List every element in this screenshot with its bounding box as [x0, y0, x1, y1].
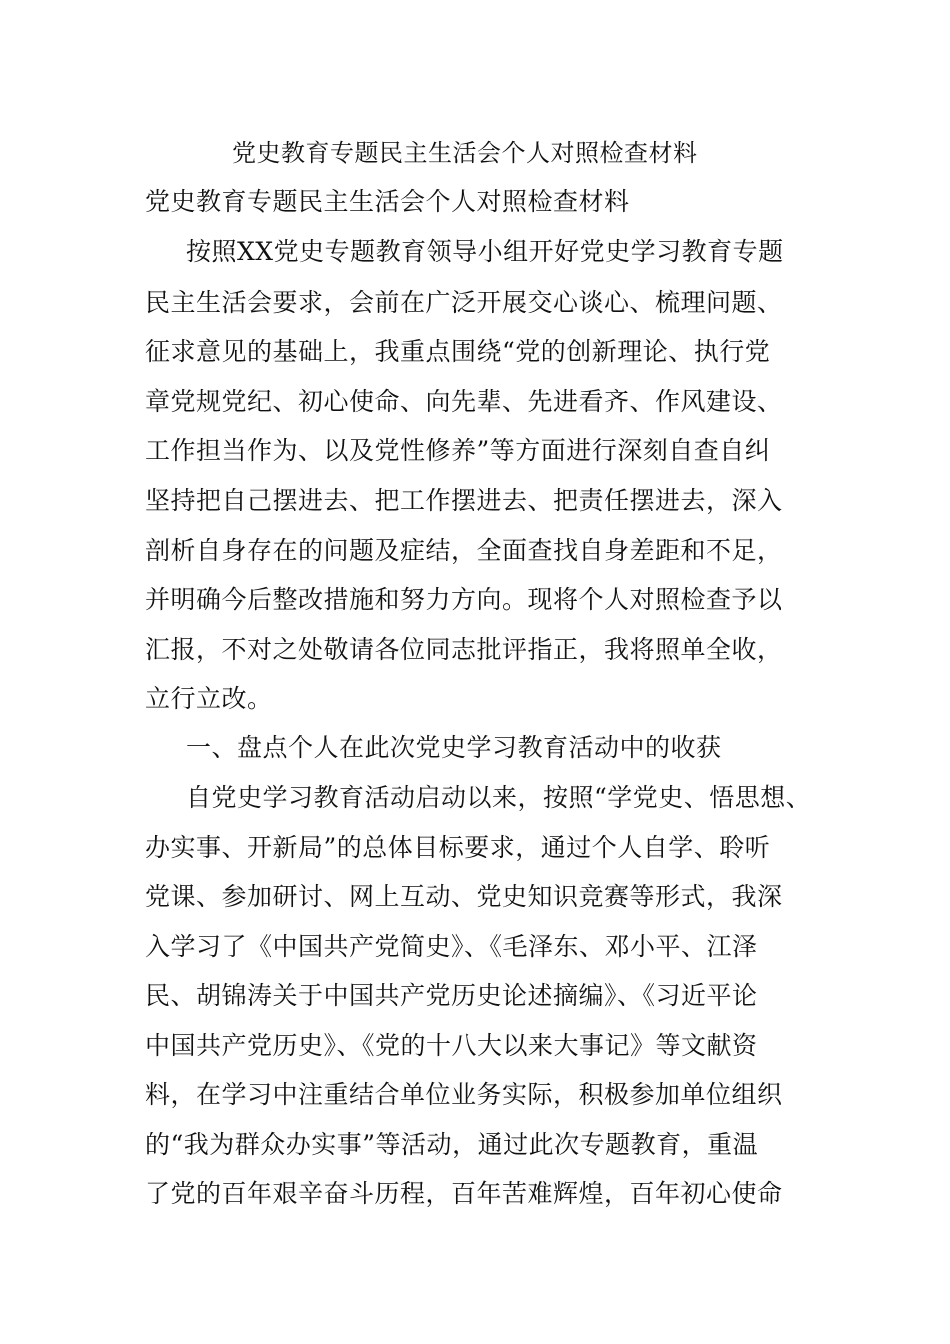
paragraph-line: 料，在学习中注重结合单位业务实际，积极参加单位组织 — [145, 1080, 783, 1109]
paragraph-line: 中国共产党历史》、《党的十八大以来大事记》等文献资 — [145, 1031, 758, 1060]
paragraph-line: 剖析自身存在的问题及症结，全面查找自身差距和不足， — [145, 536, 783, 565]
paragraph-line: 立行立改。 — [145, 684, 273, 713]
section-heading: 一、盘点个人在此次党史学习教育活动中的收获 — [186, 733, 722, 762]
document-subtitle: 党史教育专题民主生活会个人对照检查材料 — [145, 187, 630, 216]
paragraph-line: 党课、参加研讨、网上互动、党史知识竞赛等形式，我深 — [145, 882, 783, 911]
paragraph-line: 工作担当作为、以及党性修养”等方面进行深刻自查自纠 — [145, 436, 771, 465]
paragraph-line: 章党规党纪、初心使命、向先辈、先进看齐、作风建设、 — [145, 387, 783, 416]
paragraph-line: 入学习了《中国共产党简史》、《毛泽东、邓小平、江泽 — [145, 932, 758, 961]
paragraph-line: 自党史学习教育活动启动以来，按照“学党史、悟思想、 — [186, 783, 812, 812]
paragraph-line: 按照XX党史专题教育领导小组开好党史学习教育专题 — [186, 237, 784, 266]
paragraph-line: 民主生活会要求，会前在广泛开展交心谈心、梳理问题、 — [145, 288, 783, 317]
document-title: 党史教育专题民主生活会个人对照检查材料 — [232, 139, 698, 167]
paragraph-line: 坚持把自己摆进去、把工作摆进去、把责任摆进去，深入 — [145, 486, 783, 515]
paragraph-line: 汇报，不对之处敬请各位同志批评指正，我将照单全收， — [145, 635, 783, 664]
paragraph-line: 办实事、开新局”的总体目标要求，通过个人自学、聆听 — [145, 833, 771, 862]
paragraph-line: 并明确今后整改措施和努力方向。现将个人对照检查予以 — [145, 585, 783, 614]
paragraph-line: 征求意见的基础上，我重点围绕“党的创新理论、执行党 — [145, 337, 771, 366]
paragraph-line: 了党的百年艰辛奋斗历程，百年苦难辉煌，百年初心使命 — [145, 1179, 783, 1208]
paragraph-line: 的“我为群众办实事”等活动，通过此次专题教育，重温 — [145, 1130, 759, 1159]
paragraph-line: 民、胡锦涛关于中国共产党历史论述摘编》、《习近平论 — [145, 981, 758, 1010]
